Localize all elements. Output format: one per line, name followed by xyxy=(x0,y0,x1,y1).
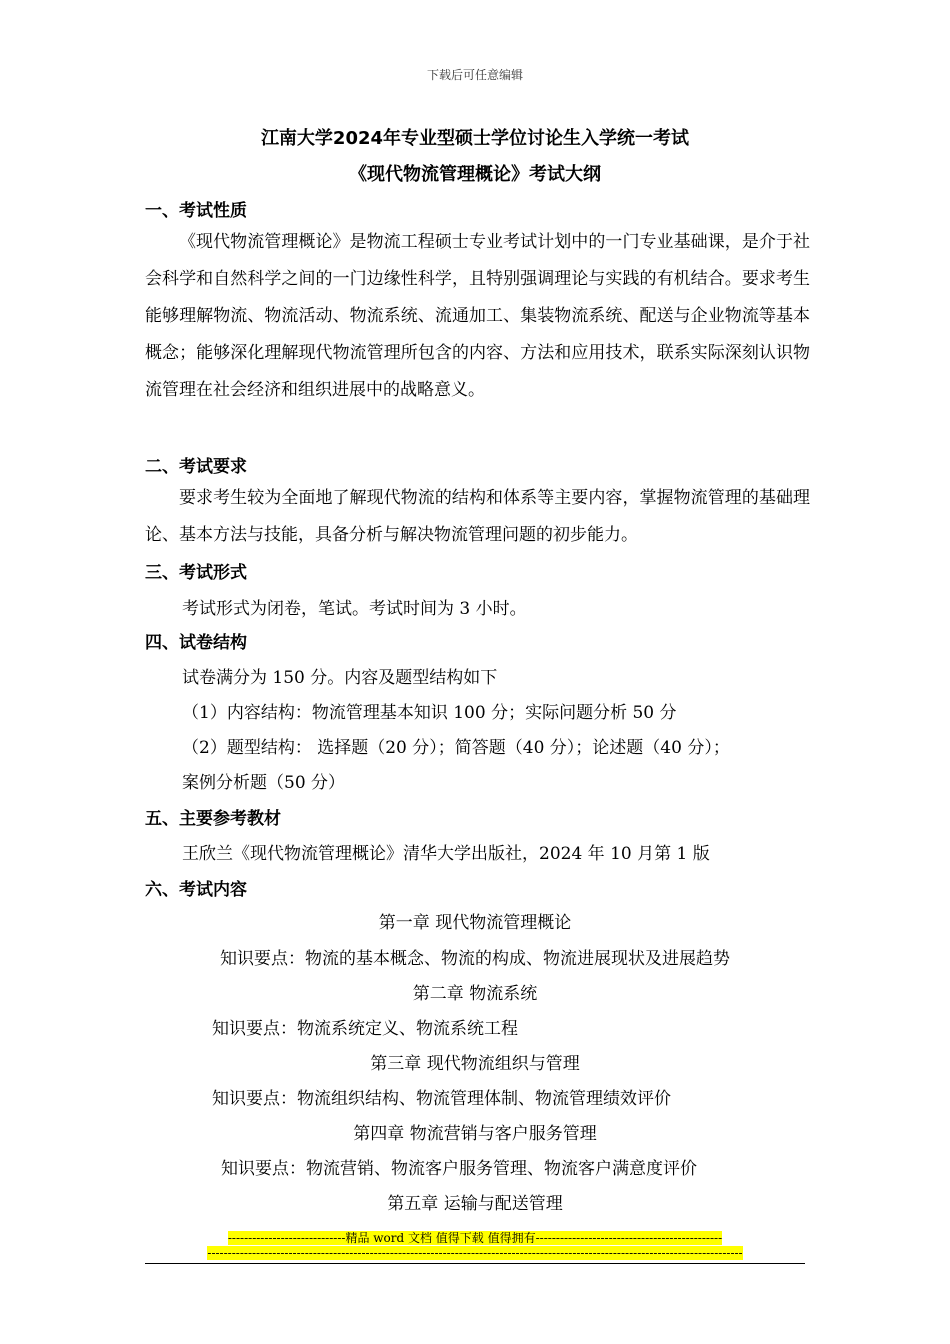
chapter-2-points: 知识要点：物流系统定义、物流系统工程 xyxy=(212,1019,518,1039)
footer-divider xyxy=(145,1263,805,1264)
section-body-requirements xyxy=(145,480,810,554)
chapter-3-points: 知识要点：物流组织结构、物流管理体制、物流管理绩效评价 xyxy=(212,1089,671,1109)
footer-banner-2-text: ------------------------------------------------------------------------------------------------------------------------------------ xyxy=(207,1246,743,1260)
page-header-note: 下载后可任意编辑 xyxy=(426,68,523,82)
footer-banner-1 xyxy=(0,1229,950,1246)
chapter-1-points: 知识要点：物流的基本概念、物流的构成、物流进展现状及进展趋势 xyxy=(220,949,730,969)
footer-banner-1-text: -----------------------------精品 word 文档 值得下载 值得拥有---------------------------------------------- xyxy=(227,1231,723,1245)
section-heading-textbook: 五、主要参考教材 xyxy=(145,809,281,829)
chapter-3-title: 第三章 现代物流组织与管理 xyxy=(370,1054,580,1074)
structure-line-2: （1）内容结构：物流管理基本知识 100 分；实际问题分析 50 分 xyxy=(182,703,677,723)
footer-banner-2 xyxy=(0,1246,950,1260)
structure-line-1: 试卷满分为 150 分。内容及题型结构如下 xyxy=(182,668,498,688)
format-text: 考试形式为闭卷，笔试。考试时间为 3 小时。 xyxy=(182,599,527,619)
paragraph-requirements: 要求考生较为全面地了解现代物流的结构和体系等主要内容，掌握物流管理的基础理论、基本方法与技能，具备分析与解决物流管理问题的初步能力。 xyxy=(145,488,810,545)
textbook-line: 王欣兰《现代物流管理概论》清华大学出版社，2024 年 10 月第 1 版 xyxy=(182,844,710,864)
chapter-2-title: 第二章 物流系统 xyxy=(412,984,538,1004)
document-title: 江南大学2024年专业型硕士学位讨论生入学统一考试 xyxy=(260,128,690,149)
section-heading-format: 三、考试形式 xyxy=(145,563,247,583)
section-body-nature xyxy=(145,224,810,409)
section-heading-nature: 一、考试性质 xyxy=(145,201,247,221)
section-heading-structure: 四、试卷结构 xyxy=(145,633,247,653)
chapter-4-title: 第四章 物流营销与客户服务管理 xyxy=(353,1124,597,1144)
structure-line-4: 案例分析题（50 分） xyxy=(182,773,346,793)
chapter-4-points: 知识要点：物流营销、物流客户服务管理、物流客户满意度评价 xyxy=(221,1159,697,1179)
document-subtitle: 《现代物流管理概论》考试大纲 xyxy=(349,164,601,185)
chapter-5-title: 第五章 运输与配送管理 xyxy=(387,1194,563,1214)
paragraph-nature: 《现代物流管理概论》是物流工程硕士专业考试计划中的一门专业基础课，是介于社会科学和自然科学之间的一门边缘性科学，且特别强调理论与实践的有机结合。要求考生能够理解物流、物流活动、物流系统、流通加工、集装物流系统、配送与企业物流等基本概念；能够深化理解现代物流管理所包含的内容、方法和应用技术，联系实际深刻认识物流管理在社会经济和组织进展中的战略意义。 xyxy=(145,232,810,400)
section-heading-content: 六、考试内容 xyxy=(145,880,247,900)
section-heading-requirements: 二、考试要求 xyxy=(145,457,247,477)
structure-line-3: （2）题型结构： 选择题（20 分）；简答题（40 分）；论述题（40 分）； xyxy=(182,738,730,758)
chapter-1-title: 第一章 现代物流管理概论 xyxy=(378,913,572,933)
